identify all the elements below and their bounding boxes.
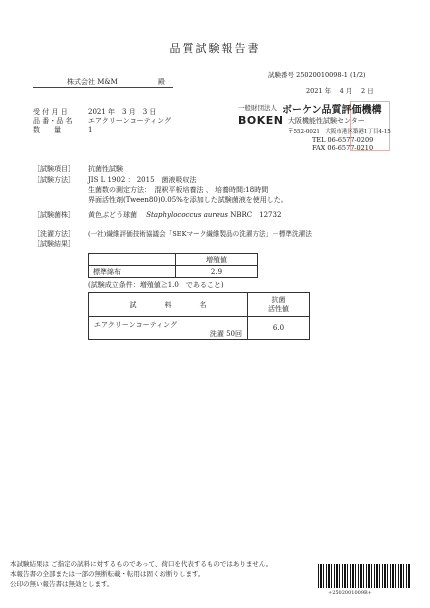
control-growth-value: 2.9 [176,266,258,278]
activity-value: 6.0 [248,317,310,340]
strain-nbrc: NBRC 12732 [230,211,282,219]
page-indicator: (1/2) [349,71,366,79]
report-number [268,71,366,79]
strain-latin: Staphylococcus aureus [146,211,228,219]
barcode [318,564,410,588]
footer-line1: 本試験結果は ご指定の試料に対するものであって、荷口を代表するものではありません。 [10,560,273,568]
product-value: エアクリーンコーティング [88,117,171,125]
result-label: ［試験結果］ [33,240,75,248]
product-label: 品 番・品 名 [33,117,73,125]
org-address: 〒552-0021 大阪市港区築港1丁目4-15 [288,129,391,135]
test-item-value: 抗菌性試験 [88,165,123,173]
boken-logo: BOKEN [238,114,284,127]
report-number-label: 試験番号 [268,71,294,79]
quantity-label: 数 量 [33,126,61,134]
received-value: 2021 年 3 月 3 日 [88,108,157,116]
sample-name-cell [89,317,248,340]
org-center: 大阪機能性試験センター [288,117,365,125]
growth-table [88,253,258,278]
test-method-line1: JIS L 1902 ： 2015 菌液吸収法 [88,176,197,184]
report-date: 2021 年 4 月 2 日 [306,87,374,95]
table-row [89,266,258,278]
quantity-value: 1 [88,126,93,134]
org-type: 一般財団法人 [238,104,277,112]
wash-value: (一社)繊維評価技術協議会「SEKマーク繊維製品の洗濯方法」－標準洗濯法 [88,230,312,238]
validity-note: (試験成立条件：増殖値≧1.0 であること) [88,281,224,289]
sample-wash: 洗濯 50回 [209,330,242,338]
org-name: ボーケン品質評価機構 [282,105,382,116]
table-row [89,317,310,340]
client-suffix: 殿 [158,78,165,86]
table-row [89,293,310,317]
client-name: 株式会社 M&M [67,78,118,86]
growth-header: 増殖値 [176,254,258,266]
wash-label: ［洗濯方法］ [33,230,75,238]
footer-line2: 本報告書の全部または一部の無断転載・転用は固くお断りします。 [10,570,205,578]
activity-header-line1: 抗菌 [271,295,286,304]
test-method-line2: 生菌数の測定方法： 混釈平板培養法 、 培養時間:18時間 [88,186,269,194]
antibacterial-table [88,292,310,340]
test-method-label: ［試験方法］ [33,176,75,184]
test-method-line3: 界面活性剤(Tween80)0.05%を添加した試験菌液を使用した。 [88,196,288,204]
control-label: 標準綿布 [89,266,176,278]
strain-name: 黄色ぶどう球菌 [88,211,144,219]
activity-header [248,293,310,317]
strain-label: ［試験菌株］ [33,211,75,219]
org-tel: TEL 06-6577-0209 [312,136,374,144]
document-title: 品質試験報告書 [169,42,261,55]
table-cell-empty [89,254,176,266]
client-line [33,78,173,88]
strain-value [88,211,281,220]
sample-name: エアクリーンコーティング [94,321,177,329]
footer-line3: 公印の無い報告書は無効とします。 [10,580,114,588]
report-number-value: 25020010098-1 [296,71,348,79]
received-label: 受 付 月 日 [33,108,68,116]
sample-header: 試 料 名 [89,293,248,317]
table-row [89,254,258,266]
test-item-label: ［試験項目］ [33,165,75,173]
activity-header-line2: 活性値 [268,304,289,313]
barcode-text: +2502001009B+ [328,590,372,596]
org-fax: FAX 06-6577-0210 [312,144,374,152]
